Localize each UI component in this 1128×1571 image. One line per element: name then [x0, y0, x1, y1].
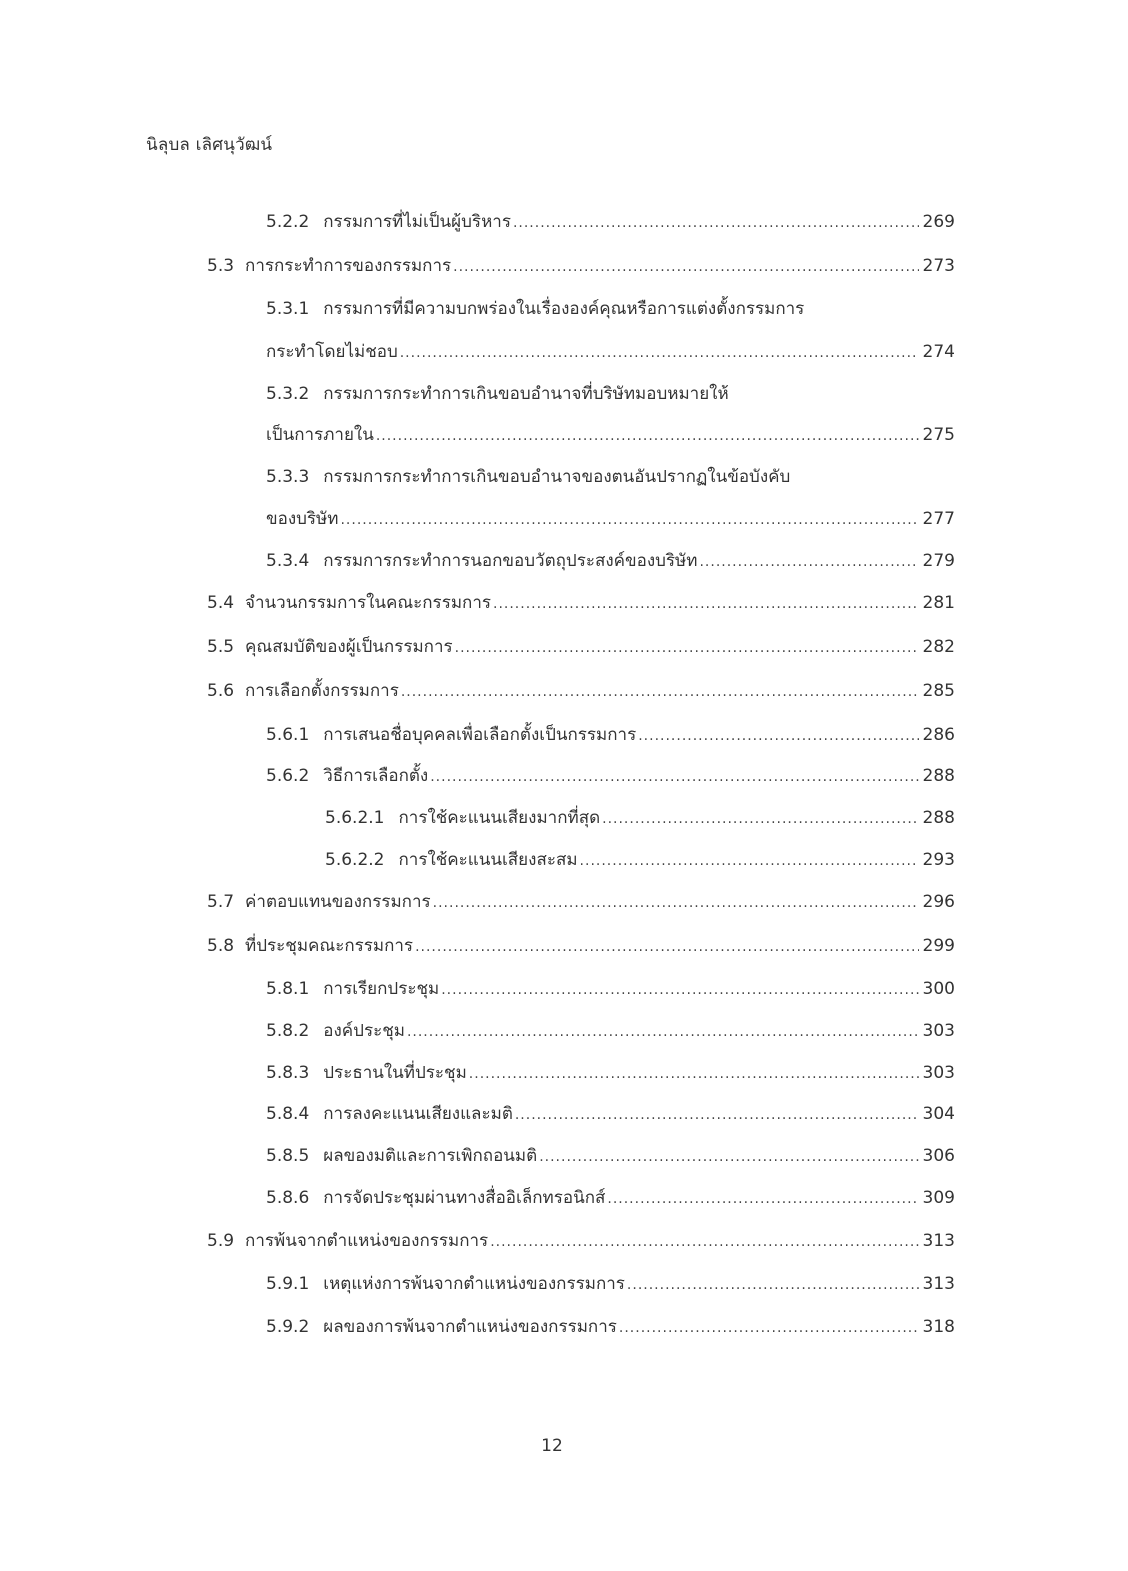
toc-entry-number: 5.7 — [207, 892, 235, 912]
toc-entry-title: กระทำโดยไม่ชอบ — [266, 342, 398, 362]
toc-entry-title: เหตุแห่งการพ้นจากตำแหน่งของกรรมการ — [323, 1274, 625, 1294]
toc-entry-title: เป็นการภายใน — [266, 425, 374, 445]
toc-entry-number: 5.3 — [207, 256, 235, 276]
toc-entry-5-8-6 — [266, 1185, 955, 1211]
toc-entry-5-8 — [207, 933, 955, 959]
toc-entry-title: จำนวนกรรมการในคณะกรรมการ — [245, 593, 491, 613]
toc-entry-page: 300 — [922, 979, 955, 999]
toc-entry-number: 5.6.2 — [266, 766, 310, 786]
dot-leader — [619, 1315, 919, 1341]
toc-entry-page: 296 — [922, 892, 955, 912]
toc-entry-5-8-1 — [266, 976, 955, 1002]
dot-leader — [453, 254, 918, 280]
toc-entry-5-6 — [207, 678, 955, 704]
toc-entry-number: 5.8.1 — [266, 979, 310, 999]
toc-entry-title: ประธานในที่ประชุม — [323, 1063, 467, 1083]
toc-entry-page: 279 — [922, 551, 955, 571]
dot-leader — [400, 340, 919, 366]
toc-entry-title: การเลือกตั้งกรรมการ — [245, 681, 399, 701]
toc-entry-5-7 — [207, 889, 955, 915]
toc-entry-number: 5.6 — [207, 681, 235, 701]
dot-leader — [627, 1272, 919, 1298]
toc-entry-title: การเรียกประชุม — [323, 979, 440, 999]
toc-entry-number: 5.6.1 — [266, 725, 310, 745]
toc-entry-5-6-1 — [266, 722, 955, 748]
toc-entry-5-5 — [207, 634, 955, 660]
dot-leader — [638, 723, 918, 749]
toc-entry-number: 5.3.1 — [266, 299, 310, 319]
toc-entry-title: ผลของการพ้นจากตำแหน่งของกรรมการ — [323, 1317, 617, 1337]
dot-leader — [539, 1144, 918, 1170]
toc-entry-page: 288 — [922, 766, 955, 786]
toc-entry-page: 286 — [922, 725, 955, 745]
toc-entry-5-9-2 — [266, 1314, 955, 1340]
dot-leader — [401, 679, 919, 705]
toc-entry-page: 269 — [922, 212, 955, 232]
dot-leader — [607, 1186, 918, 1212]
toc-entry-number: 5.8 — [207, 936, 235, 956]
toc-entry-title: คุณสมบัติของผู้เป็นกรรมการ — [245, 637, 453, 657]
toc-entry-number: 5.3.4 — [266, 551, 310, 571]
dot-leader — [580, 848, 919, 874]
toc-entry-5-3-1-continued — [266, 339, 955, 365]
toc-entry-number: 5.8.4 — [266, 1104, 310, 1124]
toc-entry-title: ของบริษัท — [266, 509, 339, 529]
toc-entry-number: 5.6.2.1 — [325, 808, 385, 828]
dot-leader — [490, 1229, 918, 1255]
toc-entry-5-3-2-continued — [266, 422, 955, 448]
dot-leader — [415, 934, 918, 960]
toc-entry-number: 5.4 — [207, 593, 235, 613]
toc-entry-title: ค่าตอบแทนของกรรมการ — [245, 892, 431, 912]
dot-leader — [513, 210, 919, 236]
dot-leader — [376, 423, 919, 449]
toc-entry-5-8-3 — [266, 1060, 955, 1086]
toc-entry-title: ผลของมติและการเพิกถอนมติ — [323, 1146, 538, 1166]
toc-entry-title: การใช้คะแนนเสียงสะสม — [398, 850, 578, 870]
page-number: 12 — [541, 1436, 563, 1456]
toc-entry-page: 288 — [922, 808, 955, 828]
toc-entry-page: 313 — [922, 1274, 955, 1294]
toc-entry-number: 5.8.5 — [266, 1146, 310, 1166]
toc-entry-number: 5.3.2 — [266, 384, 310, 404]
toc-entry-page: 293 — [922, 850, 955, 870]
dot-leader — [699, 549, 918, 575]
toc-entry-page: 277 — [922, 509, 955, 529]
toc-entry-5-8-2 — [266, 1018, 955, 1044]
toc-entry-title: กรรมการกระทำการนอกขอบวัตถุประสงค์ของบริษัท — [323, 551, 698, 571]
toc-entry-number: 5.9.1 — [266, 1274, 310, 1294]
toc-entry-number: 5.8.3 — [266, 1063, 310, 1083]
toc-entry-5-9-1 — [266, 1271, 955, 1297]
toc-entry-5-8-4 — [266, 1101, 955, 1127]
toc-entry-title: การลงคะแนนเสียงและมติ — [323, 1104, 513, 1124]
toc-entry-title: กรรมการที่มีความบกพร่องในเรื่ององค์คุณหรือการแต่งตั้งกรรมการ — [323, 299, 805, 319]
dot-leader — [493, 591, 919, 617]
toc-entry-5-4 — [207, 590, 955, 616]
dot-leader — [407, 1019, 919, 1045]
toc-entry-title: ที่ประชุมคณะกรรมการ — [245, 936, 414, 956]
toc-entry-page: 318 — [922, 1317, 955, 1337]
dot-leader — [602, 806, 918, 832]
toc-entry-5-6-2-1 — [325, 805, 955, 831]
toc-entry-number: 5.9.2 — [266, 1317, 310, 1337]
author-header: นิลุบล เลิศนุวัฒน์ — [146, 135, 273, 155]
toc-entry-5-3-3-continued — [266, 506, 955, 532]
dot-leader — [469, 1061, 919, 1087]
toc-entry-title: กรรมการกระทำการเกินขอบอำนาจที่บริษัทมอบหมายให้ — [323, 384, 729, 404]
toc-entry-number: 5.8.2 — [266, 1021, 310, 1041]
toc-entry-page: 313 — [922, 1231, 955, 1251]
toc-entry-page: 281 — [922, 593, 955, 613]
toc-entry-page: 282 — [922, 637, 955, 657]
toc-entry-page: 274 — [922, 342, 955, 362]
toc-entry-title: วิธีการเลือกตั้ง — [323, 766, 429, 786]
dot-leader — [430, 764, 918, 790]
toc-entry-page: 303 — [922, 1021, 955, 1041]
dot-leader — [433, 890, 919, 916]
toc-entry-number: 5.3.3 — [266, 467, 310, 487]
toc-entry-title: องค์ประชุม — [323, 1021, 405, 1041]
toc-entry-5-8-5 — [266, 1143, 955, 1169]
dot-leader — [515, 1102, 919, 1128]
toc-entry-number: 5.6.2.2 — [325, 850, 385, 870]
toc-entry-page: 303 — [922, 1063, 955, 1083]
toc-entry-page: 304 — [922, 1104, 955, 1124]
toc-entry-number: 5.8.6 — [266, 1188, 310, 1208]
toc-entry-title: การจัดประชุมผ่านทางสื่ออิเล็กทรอนิกส์ — [323, 1188, 606, 1208]
dot-leader — [340, 507, 918, 533]
toc-entry-number: 5.9 — [207, 1231, 235, 1251]
toc-entry-5-3-1 — [266, 296, 955, 322]
toc-entry-5-3-3 — [266, 464, 955, 490]
toc-entry-page: 273 — [922, 256, 955, 276]
toc-entry-page: 306 — [922, 1146, 955, 1166]
toc-entry-number: 5.5 — [207, 637, 235, 657]
toc-entry-number: 5.2.2 — [266, 212, 310, 232]
toc-entry-5-2-2 — [266, 209, 955, 235]
toc-entry-5-6-2 — [266, 763, 955, 789]
toc-entry-5-3-4 — [266, 548, 955, 574]
toc-entry-title: การกระทำการของกรรมการ — [245, 256, 452, 276]
toc-entry-5-6-2-2 — [325, 847, 955, 873]
dot-leader — [455, 635, 919, 661]
toc-entry-page: 309 — [922, 1188, 955, 1208]
toc-entry-title: การใช้คะแนนเสียงมากที่สุด — [398, 808, 601, 828]
toc-entry-page: 275 — [922, 425, 955, 445]
toc-entry-page: 299 — [922, 936, 955, 956]
toc-entry-title: กรรมการกระทำการเกินขอบอำนาจของตนอันปรากฏในข้อบังคับ — [323, 467, 791, 487]
toc-entry-title: การเสนอชื่อบุคคลเพื่อเลือกตั้งเป็นกรรมการ — [323, 725, 637, 745]
toc-entry-5-3 — [207, 253, 955, 279]
toc-entry-title: กรรมการที่ไม่เป็นผู้บริหาร — [323, 212, 511, 232]
toc-entry-page: 285 — [922, 681, 955, 701]
toc-entry-5-3-2 — [266, 381, 955, 407]
toc-entry-5-9 — [207, 1228, 955, 1254]
toc-entry-title: การพ้นจากตำแหน่งของกรรมการ — [245, 1231, 489, 1251]
dot-leader — [441, 977, 918, 1003]
